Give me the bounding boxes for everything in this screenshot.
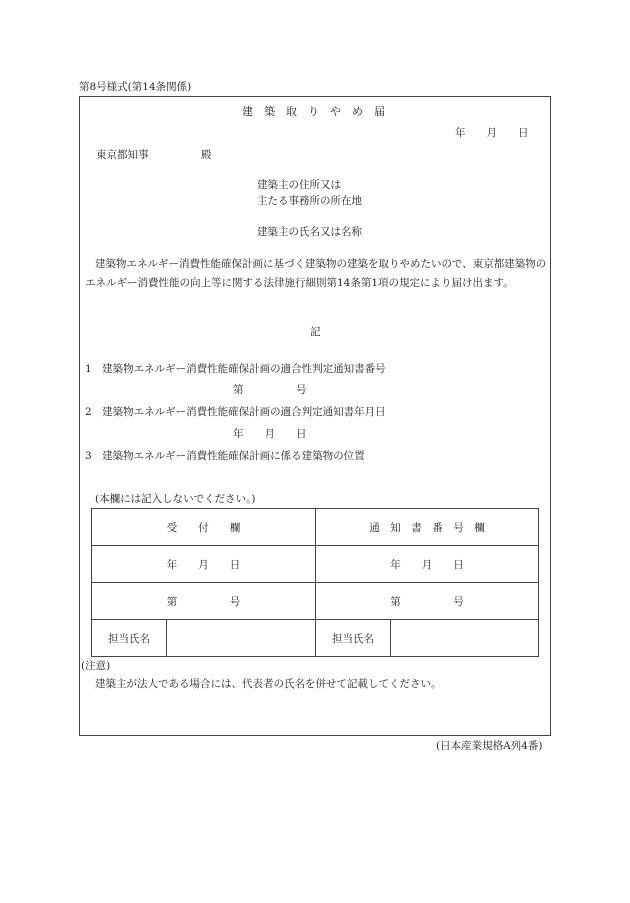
table-row (92, 620, 539, 657)
notice-date: 年 月 日 (316, 546, 539, 583)
ki-heading: 記 (310, 326, 321, 338)
applicant-address-label: 建築主の住所又は (257, 179, 341, 191)
notice-number: 第 号 (316, 583, 539, 620)
addressee: 東京都知事 殿 (96, 149, 212, 161)
reception-person-value (167, 620, 316, 657)
notes-text: 建築主が法人である場合には、代表者の氏名を併せて記載してください。 (95, 678, 442, 690)
form-number: 第8号様式(第14条関係) (79, 81, 192, 93)
item-1-value: 第 号 (233, 384, 307, 396)
office-use-table (91, 508, 539, 657)
reception-header: 受 付 欄 (92, 509, 316, 546)
notification-body: 建築物エネルギー消費性能確保計画に基づく建築物の建築を取りやめたいので、東京都建築物のエネルギー消費性能の向上等に関する法律施行細則第14条第1項の規定により届け出ます。 (85, 258, 547, 289)
table-row (92, 583, 539, 620)
table-row (92, 509, 539, 546)
item-1: 1 建築物エネルギー消費性能確保計画の適合性判定通知書番号 (85, 363, 386, 375)
applicant-name-label: 建築主の氏名又は名称 (257, 226, 362, 238)
item-2-value: 年 月 日 (233, 428, 307, 440)
applicant-office-label: 主たる事務所の所在地 (257, 195, 362, 207)
date-line: 年 月 日 (455, 127, 529, 139)
form-title: 建 築 取 り や め 届 (242, 105, 385, 118)
table-row (92, 546, 539, 583)
office-use-note: (本欄には記入しないでください。) (95, 493, 256, 505)
reception-person-label: 担当氏名 (92, 620, 167, 657)
notice-number-header: 通 知 書 番 号 欄 (316, 509, 539, 546)
reception-date: 年 月 日 (92, 546, 316, 583)
notice-person-label: 担当氏名 (316, 620, 391, 657)
paper-size-footer: (日本産業規格A列4番) (436, 740, 543, 752)
notice-person-value (391, 620, 539, 657)
item-3: 3 建築物エネルギー消費性能確保計画に係る建築物の位置 (85, 450, 365, 462)
item-2: 2 建築物エネルギー消費性能確保計画の適合判定通知書年月日 (85, 406, 386, 418)
reception-number: 第 号 (92, 583, 316, 620)
notes-heading: (注意) (81, 660, 111, 672)
